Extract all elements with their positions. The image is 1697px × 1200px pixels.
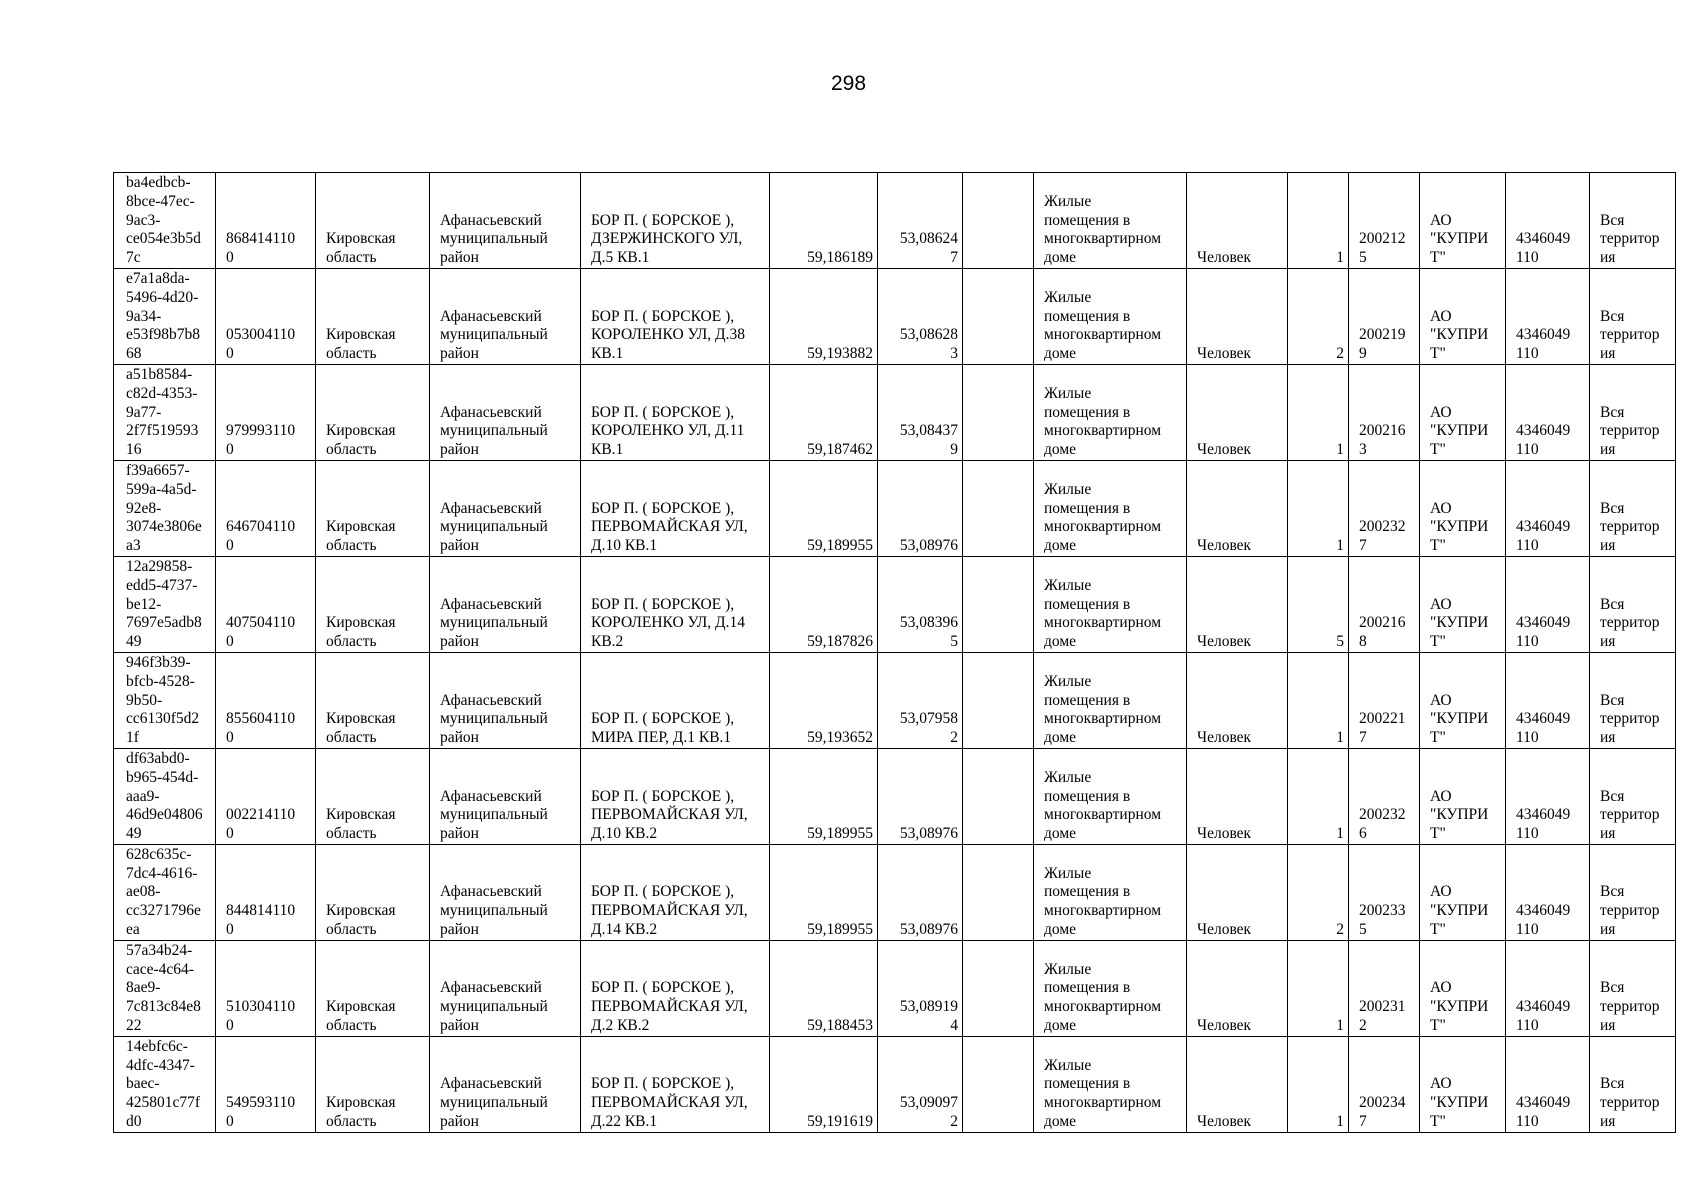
cell-address: БОР П. ( БОРСКОЕ ), КОРОЛЕНКО УЛ, Д.14 КВ.2 (581, 556, 770, 652)
table-row (114, 556, 1676, 652)
cell-number: 200216 3 (1349, 364, 1420, 460)
cell-unit: Человек (1187, 1036, 1288, 1132)
cell-premises-type: Жилые помещения в многоквартирном доме (1034, 940, 1187, 1036)
cell-longitude: 53,09097 2 (878, 1036, 963, 1132)
cell-unit: Человек (1187, 268, 1288, 364)
cell-unit: Человек (1187, 173, 1288, 269)
cell-organization: АО "КУПРИ Т" (1420, 1036, 1506, 1132)
cell-territory: Вся территор ия (1590, 652, 1676, 748)
cell-premises-type: Жилые помещения в многоквартирном доме (1034, 652, 1187, 748)
cell-count: 1 (1288, 173, 1349, 269)
cell-address: БОР П. ( БОРСКОЕ ), ПЕРВОМАЙСКАЯ УЛ, Д.14 КВ.2 (581, 844, 770, 940)
cell-code: 855604110 0 (216, 652, 316, 748)
cell-inn: 4346049 110 (1506, 940, 1590, 1036)
cell-inn: 4346049 110 (1506, 460, 1590, 556)
cell-latitude: 59,189955 (770, 748, 878, 844)
cell-territory: Вся территор ия (1590, 173, 1676, 269)
cell-guid: ba4edbcb- 8bce-47ec- 9ac3- ce054e3b5d 7c (114, 173, 216, 269)
cell-region: Кировская область (316, 173, 430, 269)
cell-organization: АО "КУПРИ Т" (1420, 940, 1506, 1036)
cell-region: Кировская область (316, 844, 430, 940)
cell-latitude: 59,193882 (770, 268, 878, 364)
cell-address: БОР П. ( БОРСКОЕ ), ПЕРВОМАЙСКАЯ УЛ, Д.2 КВ.2 (581, 940, 770, 1036)
cell-empty (963, 364, 1034, 460)
cell-premises-type: Жилые помещения в многоквартирном доме (1034, 460, 1187, 556)
cell-longitude: 53,08396 5 (878, 556, 963, 652)
cell-region: Кировская область (316, 652, 430, 748)
cell-code: 407504110 0 (216, 556, 316, 652)
cell-code: 868414110 0 (216, 173, 316, 269)
cell-premises-type: Жилые помещения в многоквартирном доме (1034, 556, 1187, 652)
cell-longitude: 53,08919 4 (878, 940, 963, 1036)
cell-code: 979993110 0 (216, 364, 316, 460)
cell-unit: Человек (1187, 364, 1288, 460)
cell-organization: АО "КУПРИ Т" (1420, 268, 1506, 364)
cell-address: БОР П. ( БОРСКОЕ ), МИРА ПЕР, Д.1 КВ.1 (581, 652, 770, 748)
cell-district: Афанасьевский муниципальный район (430, 556, 581, 652)
cell-empty (963, 268, 1034, 364)
cell-guid: 946f3b39- bfcb-4528- 9b50- cc6130f5d2 1f (114, 652, 216, 748)
cell-latitude: 59,188453 (770, 940, 878, 1036)
cell-inn: 4346049 110 (1506, 556, 1590, 652)
cell-count: 2 (1288, 268, 1349, 364)
cell-guid: a51b8584- c82d-4353- 9a77- 2f7f519593 16 (114, 364, 216, 460)
cell-region: Кировская область (316, 556, 430, 652)
cell-inn: 4346049 110 (1506, 173, 1590, 269)
cell-inn: 4346049 110 (1506, 652, 1590, 748)
page-number: 298 (830, 72, 867, 95)
cell-guid: df63abd0- b965-454d- aaa9- 46d9e04806 49 (114, 748, 216, 844)
cell-premises-type: Жилые помещения в многоквартирном доме (1034, 173, 1187, 269)
cell-organization: АО "КУПРИ Т" (1420, 556, 1506, 652)
cell-inn: 4346049 110 (1506, 748, 1590, 844)
cell-region: Кировская область (316, 364, 430, 460)
cell-address: БОР П. ( БОРСКОЕ ), КОРОЛЕНКО УЛ, Д.11 КВ.1 (581, 364, 770, 460)
cell-organization: АО "КУПРИ Т" (1420, 652, 1506, 748)
table-body (114, 173, 1676, 1133)
table-row (114, 844, 1676, 940)
cell-unit: Человек (1187, 844, 1288, 940)
cell-district: Афанасьевский муниципальный район (430, 364, 581, 460)
cell-longitude: 53,08976 (878, 460, 963, 556)
cell-number: 200221 7 (1349, 652, 1420, 748)
cell-number: 200212 5 (1349, 173, 1420, 269)
cell-guid: 14ebfc6c- 4dfc-4347- baec- 425801c77f d0 (114, 1036, 216, 1132)
cell-longitude: 53,08976 (878, 844, 963, 940)
cell-territory: Вся территор ия (1590, 748, 1676, 844)
cell-latitude: 59,189955 (770, 844, 878, 940)
cell-empty (963, 652, 1034, 748)
cell-inn: 4346049 110 (1506, 268, 1590, 364)
cell-organization: АО "КУПРИ Т" (1420, 844, 1506, 940)
cell-number: 200216 8 (1349, 556, 1420, 652)
cell-address: БОР П. ( БОРСКОЕ ), ПЕРВОМАЙСКАЯ УЛ, Д.10 КВ.1 (581, 460, 770, 556)
cell-territory: Вся территор ия (1590, 556, 1676, 652)
cell-organization: АО "КУПРИ Т" (1420, 173, 1506, 269)
cell-guid: 628c635c- 7dc4-4616- ae08- cc3271796e ea (114, 844, 216, 940)
cell-unit: Человек (1187, 748, 1288, 844)
cell-address: БОР П. ( БОРСКОЕ ), КОРОЛЕНКО УЛ, Д.38 КВ.1 (581, 268, 770, 364)
cell-region: Кировская область (316, 748, 430, 844)
cell-latitude: 59,193652 (770, 652, 878, 748)
cell-address: БОР П. ( БОРСКОЕ ), ПЕРВОМАЙСКАЯ УЛ, Д.10 КВ.2 (581, 748, 770, 844)
cell-longitude: 53,08628 3 (878, 268, 963, 364)
cell-number: 200234 7 (1349, 1036, 1420, 1132)
cell-district: Афанасьевский муниципальный район (430, 940, 581, 1036)
cell-empty (963, 460, 1034, 556)
cell-empty (963, 844, 1034, 940)
cell-district: Афанасьевский муниципальный район (430, 748, 581, 844)
table-row (114, 748, 1676, 844)
cell-guid: f39a6657- 599a-4a5d- 92e8- 3074e3806e a3 (114, 460, 216, 556)
cell-unit: Человек (1187, 460, 1288, 556)
cell-district: Афанасьевский муниципальный район (430, 173, 581, 269)
cell-address: БОР П. ( БОРСКОЕ ), ПЕРВОМАЙСКАЯ УЛ, Д.22 КВ.1 (581, 1036, 770, 1132)
cell-code: 510304110 0 (216, 940, 316, 1036)
cell-empty (963, 748, 1034, 844)
cell-empty (963, 940, 1034, 1036)
cell-latitude: 59,186189 (770, 173, 878, 269)
cell-count: 1 (1288, 748, 1349, 844)
table-row (114, 173, 1676, 269)
cell-longitude: 53,08976 (878, 748, 963, 844)
cell-premises-type: Жилые помещения в многоквартирном доме (1034, 748, 1187, 844)
cell-guid: 57a34b24- cace-4c64- 8ae9- 7c813c84e8 22 (114, 940, 216, 1036)
cell-territory: Вся территор ия (1590, 940, 1676, 1036)
cell-number: 200219 9 (1349, 268, 1420, 364)
cell-territory: Вся территор ия (1590, 1036, 1676, 1132)
cell-latitude: 59,187826 (770, 556, 878, 652)
cell-region: Кировская область (316, 268, 430, 364)
cell-inn: 4346049 110 (1506, 1036, 1590, 1132)
cell-longitude: 53,08437 9 (878, 364, 963, 460)
registry-table (113, 172, 1676, 1133)
cell-number: 200231 2 (1349, 940, 1420, 1036)
cell-longitude: 53,08624 7 (878, 173, 963, 269)
cell-longitude: 53,07958 2 (878, 652, 963, 748)
cell-territory: Вся территор ия (1590, 364, 1676, 460)
cell-number: 200232 6 (1349, 748, 1420, 844)
cell-premises-type: Жилые помещения в многоквартирном доме (1034, 268, 1187, 364)
cell-organization: АО "КУПРИ Т" (1420, 748, 1506, 844)
cell-address: БОР П. ( БОРСКОЕ ), ДЗЕРЖИНСКОГО УЛ, Д.5 КВ.1 (581, 173, 770, 269)
cell-unit: Человек (1187, 556, 1288, 652)
cell-count: 1 (1288, 460, 1349, 556)
cell-unit: Человек (1187, 652, 1288, 748)
cell-territory: Вся территор ия (1590, 268, 1676, 364)
cell-latitude: 59,191619 (770, 1036, 878, 1132)
cell-region: Кировская область (316, 1036, 430, 1132)
cell-territory: Вся территор ия (1590, 460, 1676, 556)
cell-inn: 4346049 110 (1506, 364, 1590, 460)
cell-code: 549593110 0 (216, 1036, 316, 1132)
cell-code: 053004110 0 (216, 268, 316, 364)
cell-premises-type: Жилые помещения в многоквартирном доме (1034, 364, 1187, 460)
table-row (114, 652, 1676, 748)
table-row (114, 268, 1676, 364)
cell-territory: Вся территор ия (1590, 844, 1676, 940)
cell-district: Афанасьевский муниципальный район (430, 844, 581, 940)
cell-count: 5 (1288, 556, 1349, 652)
cell-district: Афанасьевский муниципальный район (430, 652, 581, 748)
cell-count: 1 (1288, 1036, 1349, 1132)
cell-organization: АО "КУПРИ Т" (1420, 460, 1506, 556)
cell-code: 844814110 0 (216, 844, 316, 940)
cell-region: Кировская область (316, 940, 430, 1036)
cell-district: Афанасьевский муниципальный район (430, 268, 581, 364)
cell-latitude: 59,187462 (770, 364, 878, 460)
cell-guid: 12a29858- edd5-4737- be12- 7697e5adb8 49 (114, 556, 216, 652)
table-row (114, 364, 1676, 460)
cell-district: Афанасьевский муниципальный район (430, 1036, 581, 1132)
cell-code: 646704110 0 (216, 460, 316, 556)
cell-empty (963, 1036, 1034, 1132)
cell-district: Афанасьевский муниципальный район (430, 460, 581, 556)
cell-count: 1 (1288, 364, 1349, 460)
cell-number: 200233 5 (1349, 844, 1420, 940)
cell-region: Кировская область (316, 460, 430, 556)
cell-inn: 4346049 110 (1506, 844, 1590, 940)
cell-unit: Человек (1187, 940, 1288, 1036)
cell-count: 1 (1288, 940, 1349, 1036)
cell-count: 2 (1288, 844, 1349, 940)
cell-number: 200232 7 (1349, 460, 1420, 556)
table-row (114, 1036, 1676, 1132)
table-row (114, 940, 1676, 1036)
table-row (114, 460, 1676, 556)
cell-guid: e7a1a8da- 5496-4d20- 9a34- e53f98b7b8 68 (114, 268, 216, 364)
cell-organization: АО "КУПРИ Т" (1420, 364, 1506, 460)
cell-latitude: 59,189955 (770, 460, 878, 556)
cell-premises-type: Жилые помещения в многоквартирном доме (1034, 1036, 1187, 1132)
cell-premises-type: Жилые помещения в многоквартирном доме (1034, 844, 1187, 940)
cell-empty (963, 173, 1034, 269)
cell-empty (963, 556, 1034, 652)
cell-code: 002214110 0 (216, 748, 316, 844)
cell-count: 1 (1288, 652, 1349, 748)
